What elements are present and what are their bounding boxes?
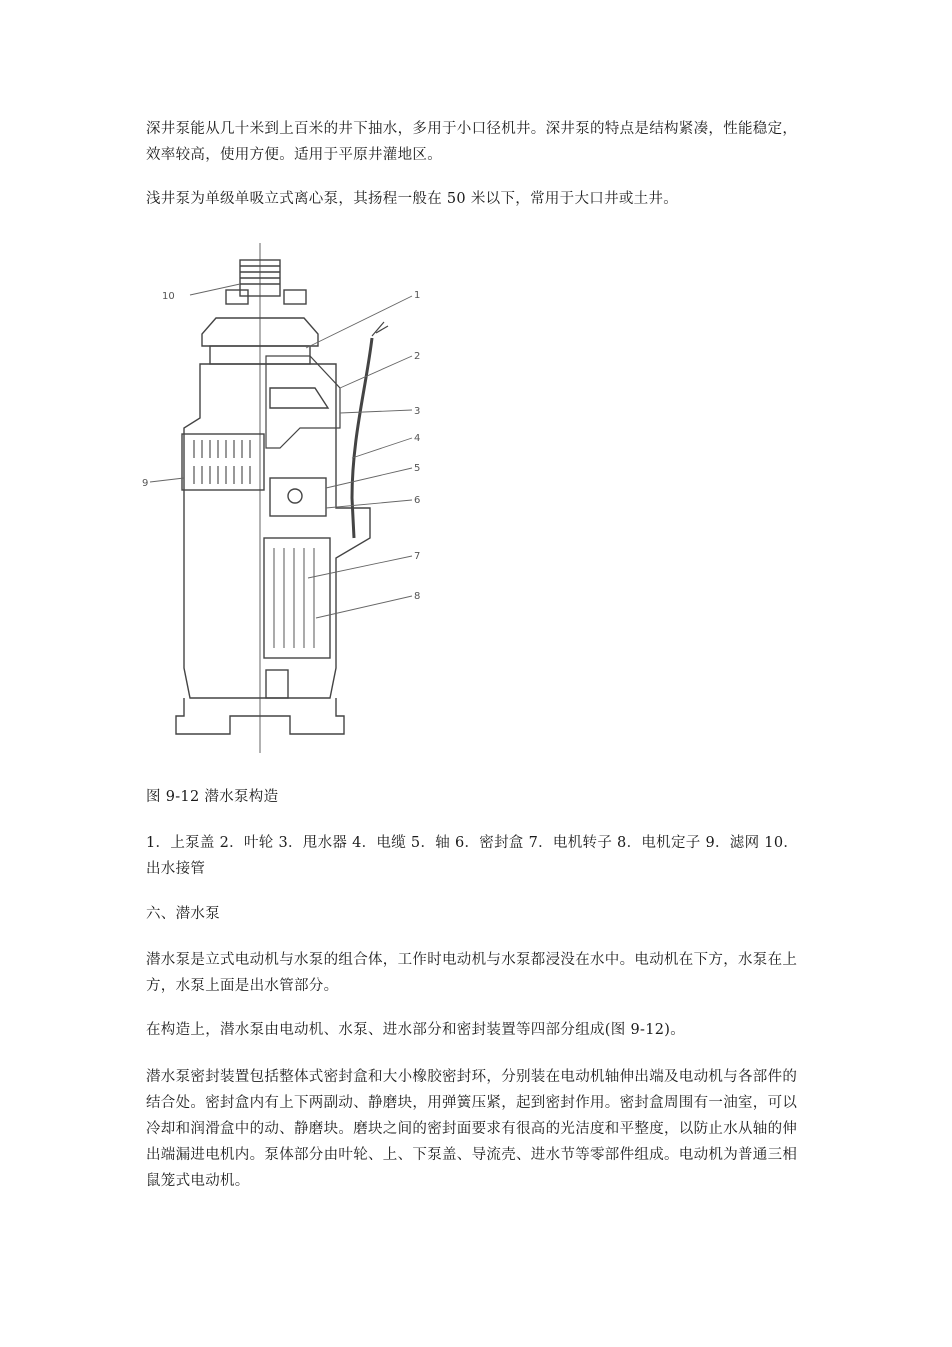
figure-caption: 图 9-12 潜水泵构造 — [146, 789, 279, 805]
paragraph-construction: 在构造上，潜水泵由电动机、水泵、进水部分和密封装置等四部分组成(图 9-12)。 — [146, 1022, 685, 1038]
section-heading: 六、潜水泵 — [146, 906, 220, 922]
callout-9: 9 — [142, 478, 149, 489]
callout-8: 8 — [414, 591, 421, 602]
pump-cross-section — [140, 238, 430, 758]
callout-4: 4 — [414, 433, 421, 444]
paragraph-shallow-well-pump: 浅井泵为单级单吸立式离心泵，其扬程一般在 50 米以下，常用于大口井或土井。 — [146, 191, 679, 207]
submersible-pump-diagram — [140, 238, 430, 758]
callout-7: 7 — [414, 551, 421, 562]
callout-1: 1 — [414, 290, 421, 301]
paragraph-sealing: 潜水泵密封装置包括整体式密封盒和大小橡胶密封环，分别装在电动机轴伸出端及电动机与各部件的结合处。密封盒内有上下两副动、静磨块，用弹簧压紧，起到密封作用。密封盒周围有一油室，可以冷却和润滑盒中的动、静磨块。磨块之间的密封面要求有很高的光洁度和平整度，以防止水从轴的伸出端漏进电机内。泵体部分由叶轮、上、下泵盖、导流壳、进水节等零部件组成。电动机为普通三相鼠笼式电动机。 — [146, 1069, 798, 1189]
paragraph-intro: 潜水泵是立式电动机与水泵的组合体，工作时电动机与水泵都浸没在水中。电动机在下方，水泵在上方，水泵上面是出水管部分。 — [146, 952, 798, 994]
callout-10: 10 — [162, 291, 175, 302]
callout-5: 5 — [414, 463, 421, 474]
paragraph-deep-well-pump: 深井泵能从几十米到上百米的井下抽水，多用于小口径机井。深井泵的特点是结构紧凑，性能稳定，效率较高，使用方便。适用于平原井灌地区。 — [146, 121, 798, 163]
callout-2: 2 — [414, 351, 421, 362]
parts-list: 1．上泵盖 2．叶轮 3．甩水器 4．电缆 5．轴 6．密封盒 7．电机转子 8．电机定子 9．滤网 10．出水接管 — [146, 835, 799, 877]
callout-6: 6 — [414, 495, 421, 506]
callout-3: 3 — [414, 406, 421, 417]
